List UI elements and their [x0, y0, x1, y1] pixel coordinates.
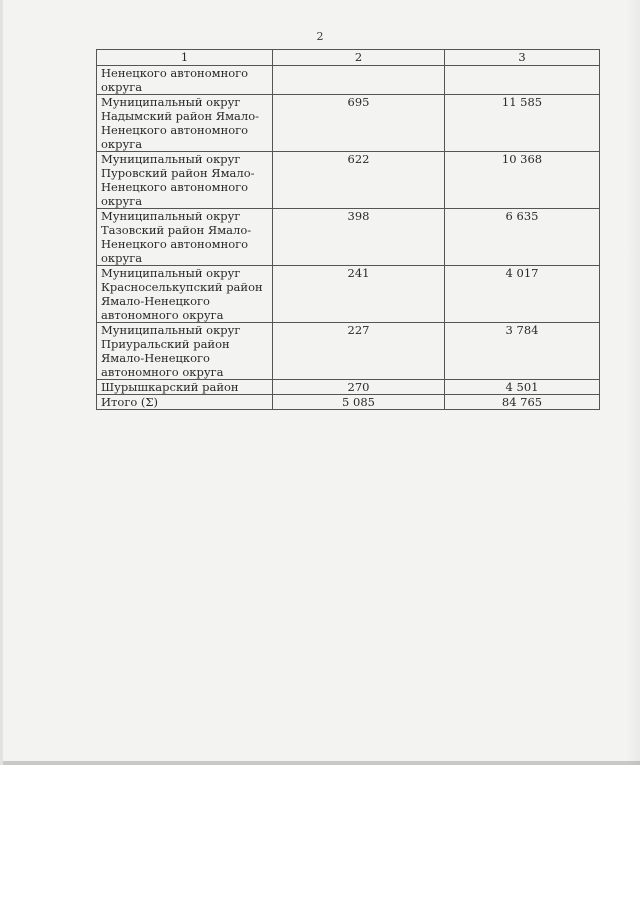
- scan-right-shade: [626, 0, 640, 765]
- value-cell-col3: 6 635: [445, 209, 600, 266]
- value-cell-col3: 3 784: [445, 323, 600, 380]
- value-cell-col2: 695: [273, 95, 445, 152]
- district-name-cell: Муниципальный округ Надымский район Ямало- Ненецкого автономного округа: [97, 95, 273, 152]
- district-name-cell: Ненецкого автономного округа: [97, 66, 273, 95]
- table-row: [97, 266, 600, 323]
- value-cell-col3: [445, 66, 600, 95]
- value-cell-col2: 227: [273, 323, 445, 380]
- scan-left-edge: [0, 0, 3, 765]
- page-number: 2: [316, 30, 324, 43]
- value-cell-col3: 10 368: [445, 152, 600, 209]
- value-cell-col2: 398: [273, 209, 445, 266]
- district-name-cell: Муниципальный округ Приуральский район Ямало-Ненецкого автономного округа: [97, 323, 273, 380]
- value-cell-col3: 4 017: [445, 266, 600, 323]
- column-header-3: 3: [445, 50, 600, 66]
- value-cell-col2: 241: [273, 266, 445, 323]
- table-header-row: [97, 50, 600, 66]
- table-total-row: [97, 395, 600, 410]
- total-value-col3: 84 765: [445, 395, 600, 410]
- table-row: [97, 323, 600, 380]
- district-name-cell: Муниципальный округ Красноселькупский район Ямало-Ненецкого автономного округа: [97, 266, 273, 323]
- total-value-col2: 5 085: [273, 395, 445, 410]
- column-header-2: 2: [273, 50, 445, 66]
- table-row: [97, 380, 600, 395]
- table-row: [97, 209, 600, 266]
- column-header-1: 1: [97, 50, 273, 66]
- district-name-cell: Шурышкарский район: [97, 380, 273, 395]
- total-label-cell: Итого (Σ): [97, 395, 273, 410]
- value-cell-col3: 4 501: [445, 380, 600, 395]
- table-row: [97, 152, 600, 209]
- district-name-cell: Муниципальный округ Пуровский район Ямало- Ненецкого автономного округа: [97, 152, 273, 209]
- value-cell-col2: 622: [273, 152, 445, 209]
- value-cell-col3: 11 585: [445, 95, 600, 152]
- data-table: [96, 49, 600, 410]
- district-name-cell: Муниципальный округ Тазовский район Ямало- Ненецкого автономного округа: [97, 209, 273, 266]
- table-row: [97, 66, 600, 95]
- table-row: [97, 95, 600, 152]
- value-cell-col2: 270: [273, 380, 445, 395]
- value-cell-col2: [273, 66, 445, 95]
